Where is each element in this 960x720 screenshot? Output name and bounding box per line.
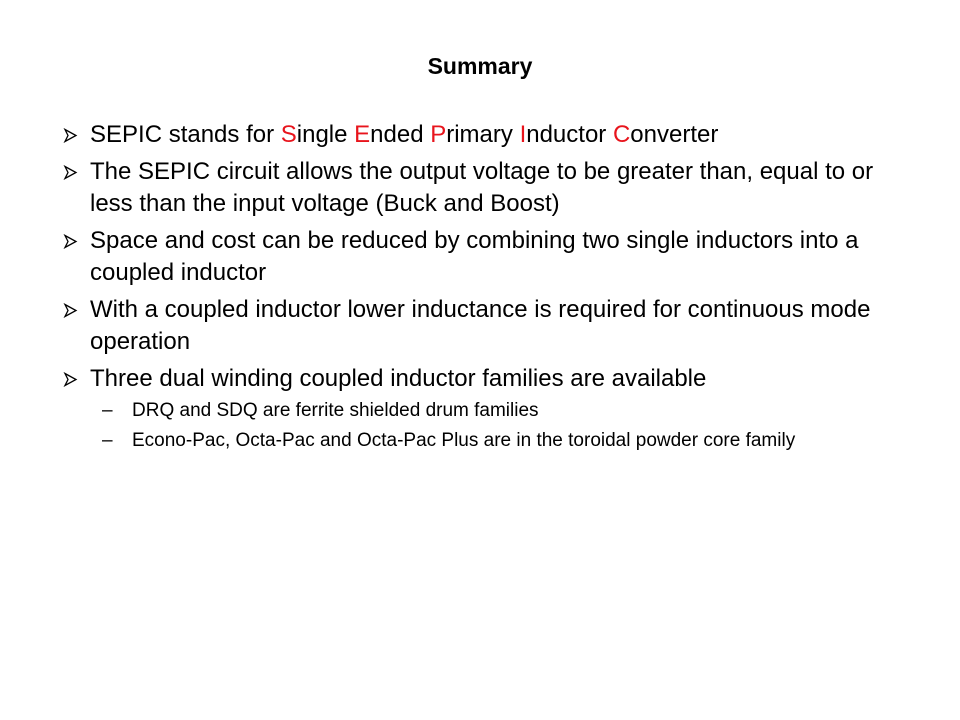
bullet-item — [60, 225, 900, 289]
sub-bullet-list — [90, 398, 900, 453]
sub-bullet-item — [60, 428, 900, 453]
bullet-text — [90, 121, 718, 148]
text-run: nded — [370, 121, 431, 148]
arrow-right-icon — [63, 165, 78, 180]
bullet-text: Three dual winding coupled inductor families are available — [90, 365, 707, 392]
text-run: onverter — [630, 121, 719, 148]
highlight-letter: E — [354, 121, 371, 148]
highlight-letter: C — [612, 121, 631, 148]
text-run: SEPIC stands for — [90, 121, 281, 148]
highlight-letter: I — [519, 121, 527, 148]
dash-marker: – — [102, 400, 113, 421]
highlight-letter: S — [280, 121, 297, 148]
bullet-item — [60, 156, 900, 220]
dash-marker: – — [102, 430, 113, 451]
sub-bullet-text: Econo-Pac, Octa-Pac and Octa-Pac Plus are in the toroidal powder core family — [132, 430, 796, 451]
arrow-right-icon — [63, 234, 78, 249]
bullet-item — [60, 294, 900, 358]
highlight-letter: P — [430, 121, 447, 148]
arrow-right-icon — [63, 128, 78, 143]
sub-bullet-text: DRQ and SDQ are ferrite shielded drum families — [132, 400, 539, 421]
bullet-text: With a coupled inductor lower inductance is required for continuous mode operation — [90, 296, 871, 355]
bullet-text: Space and cost can be reduced by combining two single inductors into a coupled inductor — [90, 227, 859, 286]
slide-title: Summary — [427, 53, 533, 79]
text-run: ingle — [296, 121, 355, 148]
arrow-right-icon — [63, 372, 78, 387]
sub-bullet-item — [60, 398, 900, 423]
bullet-item — [60, 119, 900, 151]
arrow-right-icon — [63, 303, 78, 318]
bullet-list — [60, 119, 900, 458]
bullet-text: The SEPIC circuit allows the output voltage to be greater than, equal to or less than the input voltage (Buck and Boost) — [90, 158, 874, 217]
bullet-item — [60, 363, 900, 453]
text-run: rimary — [446, 121, 520, 148]
text-run: nductor — [526, 121, 613, 148]
